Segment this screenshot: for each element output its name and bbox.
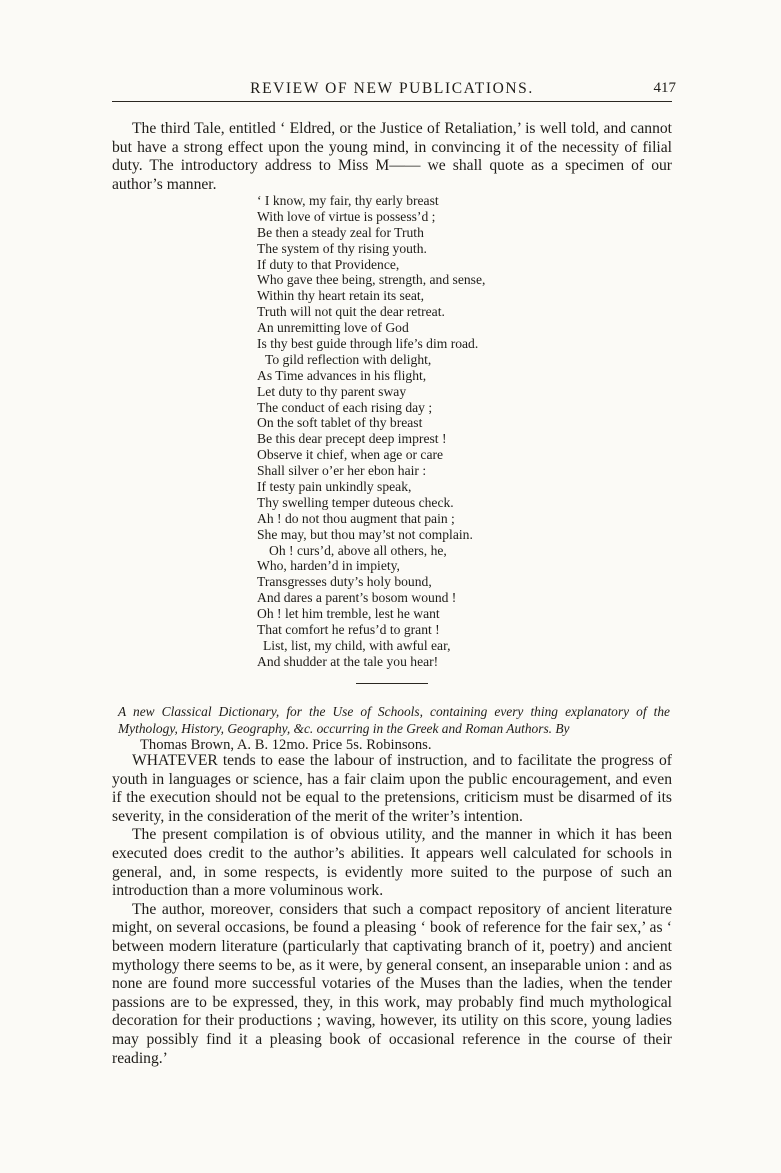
poem-line: If testy pain unkindly speak, (257, 479, 412, 495)
review-body (112, 752, 672, 1068)
poem-line: And shudder at the tale you hear! (257, 653, 439, 669)
poem-line: Shall silver o’er her ebon hair : (257, 463, 427, 479)
body-paragraph: The present compilation is of obvious utility, and the manner in which it has been executed does credit to the author’s abilities. It appears well calculated for schools in general, and, in some respects, is evidently more suited to the purpose of such an introduction than a more voluminous work. (112, 826, 672, 900)
poem-line: With love of virtue is possess’d ; (257, 208, 436, 224)
poem-line: The conduct of each rising day ; (257, 399, 433, 415)
poem-line: Oh ! curs’d, above all others, he, (269, 542, 447, 558)
poem (257, 193, 617, 670)
header-rule (112, 101, 672, 102)
poem-line: To gild reflection with delight, (265, 351, 432, 367)
page-number: 417 (653, 80, 676, 96)
poem-line: Thy swelling temper duteous check. (257, 494, 454, 510)
poem-line: She may, but thou may’st not complain. (257, 526, 473, 542)
body-paragraph: WHATEVER tends to ease the labour of instruction, and to facilitate the progress of youth in languages or science, has a fair claim upon the public encouragement, and even if the execution should not be equal to the pretensions, criticism must be disarmed of its severity, in the consideration of the merit of the writer’s intention. (112, 752, 672, 825)
poem-line: Oh ! let him tremble, lest he want (257, 606, 440, 622)
review-book-title: A new Classical Dictionary, for the Use of Schools, containing every thing explanatory of the Mythology, History, Geography, &c. occurring in the Greek and Roman Authors. By (118, 704, 670, 736)
running-title: REVIEW OF NEW PUBLICATIONS. (250, 80, 534, 97)
running-header (112, 78, 676, 102)
poem-line: Is thy best guide through life’s dim road. (257, 336, 479, 352)
poem-line: ‘ I know, my fair, thy early breast (257, 193, 439, 208)
poem-line: Let duty to thy parent sway (257, 383, 407, 399)
poem-line: Truth will not quit the dear retreat. (257, 304, 445, 320)
poem-line: Ah ! do not thou augment that pain ; (257, 510, 455, 526)
section-separator (356, 683, 428, 684)
intro-paragraph: The third Tale, entitled ‘ Eldred, or the Justice of Retaliation,’ is well told, and cannot but have a strong effect upon the young mind, in convincing it of the necessity of filial duty. The introductory address to Miss M—— we shall quote as a specimen of our author’s manner. (112, 120, 672, 193)
poem-line: List, list, my child, with awful ear, (263, 637, 451, 653)
poem-line: Who gave thee being, strength, and sense, (257, 272, 486, 288)
poem-line: Be then a steady zeal for Truth (257, 224, 424, 240)
poem-line: If duty to that Providence, (257, 256, 400, 272)
poem-line: An unremitting love of God (257, 320, 409, 336)
poem-line: Who, harden’d in impiety, (257, 558, 400, 574)
poem-line: As Time advances in his flight, (257, 367, 427, 383)
poem-line: Observe it chief, when age or care (257, 447, 444, 463)
poem-line: Transgresses duty’s holy bound, (257, 574, 432, 590)
poem-line: On the soft tablet of thy breast (257, 415, 423, 431)
poem-line: And dares a parent’s bosom wound ! (257, 590, 457, 606)
body-paragraph: The author, moreover, considers that such a compact repository of ancient literature might, on several occasions, be found a pleasing ‘ book of reference for the fair sex,’ as ‘ between modern literature (particularly that captivating branch of it, poetry) and ancient mythology there seems to be, as it were, by general consent, an inseparable union : and as none are found more successful votaries of the Muses than the ladies, when the tender passions are to be expressed, they, in this work, may probably find much mythological decoration for their productions ; waving, however, its utility on this score, young ladies may possibly find it a pleasing book of occasional reference in the course of their reading.’ (112, 900, 672, 1067)
poem-line: The system of thy rising youth. (257, 240, 427, 256)
poem-line: Be this dear precept deep imprest ! (257, 431, 447, 447)
review-author-line: Thomas Brown, A. B. 12mo. Price 5s. Robinsons. (140, 737, 432, 753)
intro-paragraph-block (112, 120, 672, 194)
poem-line: That comfort he refus’d to grant ! (257, 622, 440, 638)
poem-line: Within thy heart retain its seat, (257, 288, 425, 304)
review-title-block (118, 703, 670, 754)
